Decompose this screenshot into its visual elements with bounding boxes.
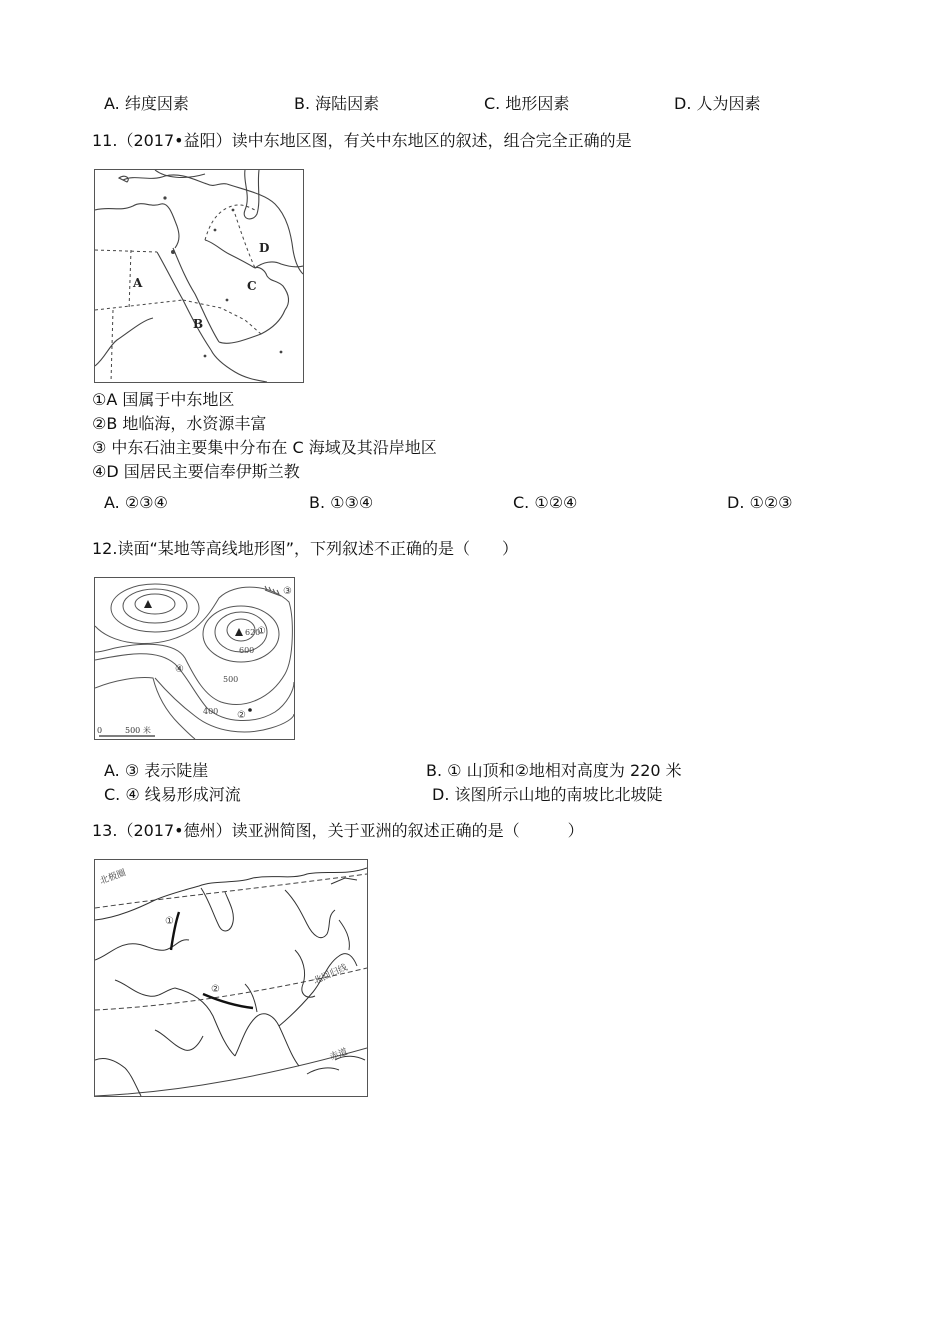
q10-option-c[interactable]: C. 地形因素 [484, 94, 570, 113]
q10-option-a[interactable]: A. 纬度因素 [104, 94, 189, 113]
map-label-c: C [247, 279, 257, 293]
q13-stem: 13.（2017•德州）读亚洲简图，关于亚洲的叙述正确的是（ ） [92, 821, 584, 840]
q11-option-c[interactable]: C. ①②④ [513, 493, 578, 512]
asia-map [94, 859, 368, 1097]
contour-marker-1: ① [257, 626, 266, 637]
q12-option-a[interactable]: A. ③ 表示陡崖 [104, 761, 209, 780]
scale-zero: 0 [97, 726, 103, 735]
q11-stem: 11.（2017•益阳）读中东地区图，有关中东地区的叙述，组合完全正确的是 [92, 131, 632, 150]
q11-option-d[interactable]: D. ①②③ [727, 493, 793, 512]
q12-option-b[interactable]: B. ① 山顶和②地相对高度为 220 米 [426, 761, 682, 780]
contour-label-500: 500 [223, 675, 239, 684]
q12-option-d[interactable]: D. 该图所示山地的南坡比北坡陡 [432, 785, 663, 804]
contour-marker-4: ④ [175, 664, 184, 675]
map-label-a: A [133, 276, 143, 290]
scale-text: 500 米 [125, 726, 151, 735]
contour-label-600: 600 [239, 646, 255, 655]
q11-option-b[interactable]: B. ①③④ [309, 493, 374, 512]
asia-label-tropic: 北回归线 [312, 962, 350, 987]
asia-marker-1: ① [165, 916, 174, 927]
asia-marker-2: ② [211, 984, 220, 995]
map-label-b: B [193, 317, 204, 331]
contour-label-400: 400 [203, 707, 219, 716]
asia-label-equator: 赤道 [328, 1047, 349, 1063]
asia-label-arctic: 北极圈 [98, 868, 128, 887]
q11-statement-4: ④D 国居民主要信奉伊斯兰教 [92, 462, 300, 481]
q11-statement-2: ②B 地临海，水资源丰富 [92, 414, 267, 433]
contour-label-peak2: 620 [245, 628, 261, 637]
contour-marker-2: ② [237, 710, 246, 721]
q12-option-c[interactable]: C. ④ 线易形成河流 [104, 785, 241, 804]
map-label-d: D [259, 241, 270, 255]
contour-map [94, 577, 295, 740]
q11-statement-3: ③ 中东石油主要集中分布在 C 海域及其沿岸地区 [92, 438, 437, 457]
q10-option-b[interactable]: B. 海陆因素 [294, 94, 380, 113]
q11-statement-1: ①A 国属于中东地区 [92, 390, 235, 409]
middle-east-map [94, 169, 304, 383]
q10-option-d[interactable]: D. 人为因素 [674, 94, 761, 113]
q11-option-a[interactable]: A. ②③④ [104, 493, 168, 512]
q12-stem: 12.读面“某地等高线地形图”，下列叙述不正确的是（ ） [92, 539, 519, 558]
contour-marker-3: ③ [283, 586, 292, 597]
